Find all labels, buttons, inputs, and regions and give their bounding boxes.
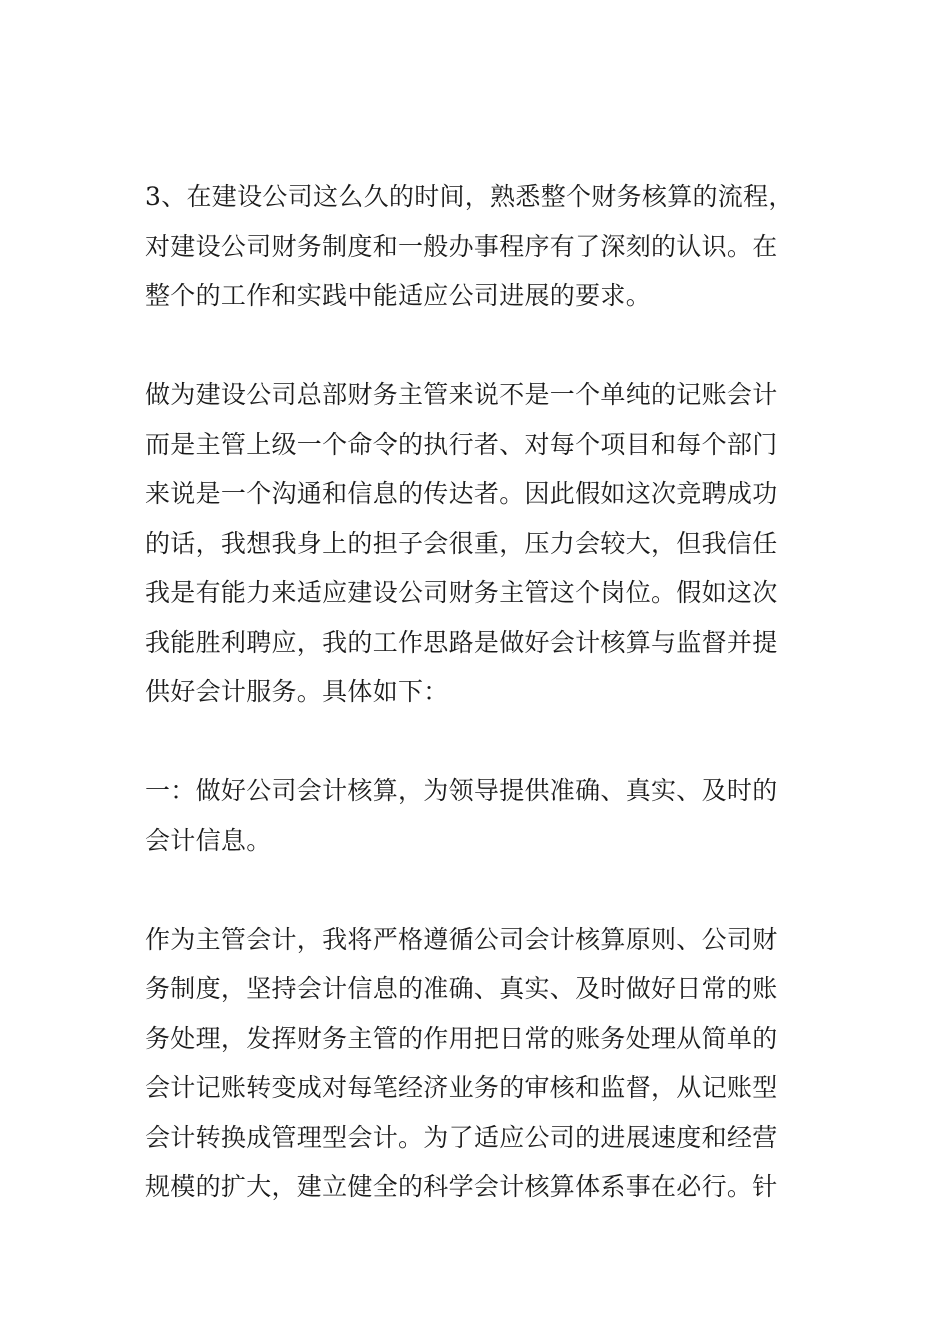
text-line: 3、在建设公司这么久的时间，熟悉整个财务核算的流程， <box>145 182 794 211</box>
text-line: 作为主管会计，我将严格遵循公司会计核算原则、公司财 <box>145 924 778 954</box>
text-line: 来说是一个沟通和信息的传达者。因此假如这次竞聘成功 <box>145 479 778 508</box>
paragraph-1 <box>145 172 807 321</box>
text-line: 会计记账转变成对每笔经济业务的审核和监督，从记账型 <box>145 1073 778 1102</box>
text-line: 规模的扩大，建立健全的科学会计核算体系事在必行。针 <box>145 1172 778 1201</box>
paragraph-4 <box>145 915 807 1212</box>
paragraph-2 <box>145 370 807 717</box>
text-line: 做为建设公司总部财务主管来说不是一个单纯的记账会计 <box>145 380 778 409</box>
document-body <box>145 172 807 1261</box>
text-line: 会计信息。 <box>145 825 272 855</box>
text-line: 的话，我想我身上的担子会很重，压力会较大，但我信任 <box>145 528 778 558</box>
text-line: 务制度，坚持会计信息的准确、真实、及时做好日常的账 <box>145 974 778 1003</box>
text-line: 供好会计服务。具体如下： <box>145 677 449 706</box>
text-line: 会计转换成管理型会计。为了适应公司的进展速度和经营 <box>145 1122 778 1152</box>
text-line: 而是主管上级一个命令的执行者、对每个项目和每个部门 <box>145 429 778 459</box>
text-line: 我是有能力来适应建设公司财务主管这个岗位。假如这次 <box>145 578 778 607</box>
text-line: 一：做好公司会计核算，为领导提供准确、真实、及时的 <box>145 776 778 805</box>
text-line: 务处理，发挥财务主管的作用把日常的账务处理从简单的 <box>145 1023 778 1053</box>
text-line: 我能胜利聘应，我的工作思路是做好会计核算与监督并提 <box>145 627 778 657</box>
paragraph-3 <box>145 766 807 865</box>
text-line: 整个的工作和实践中能适应公司进展的要求。 <box>145 281 652 310</box>
text-line: 对建设公司财务制度和一般办事程序有了深刻的认识。在 <box>145 231 778 261</box>
